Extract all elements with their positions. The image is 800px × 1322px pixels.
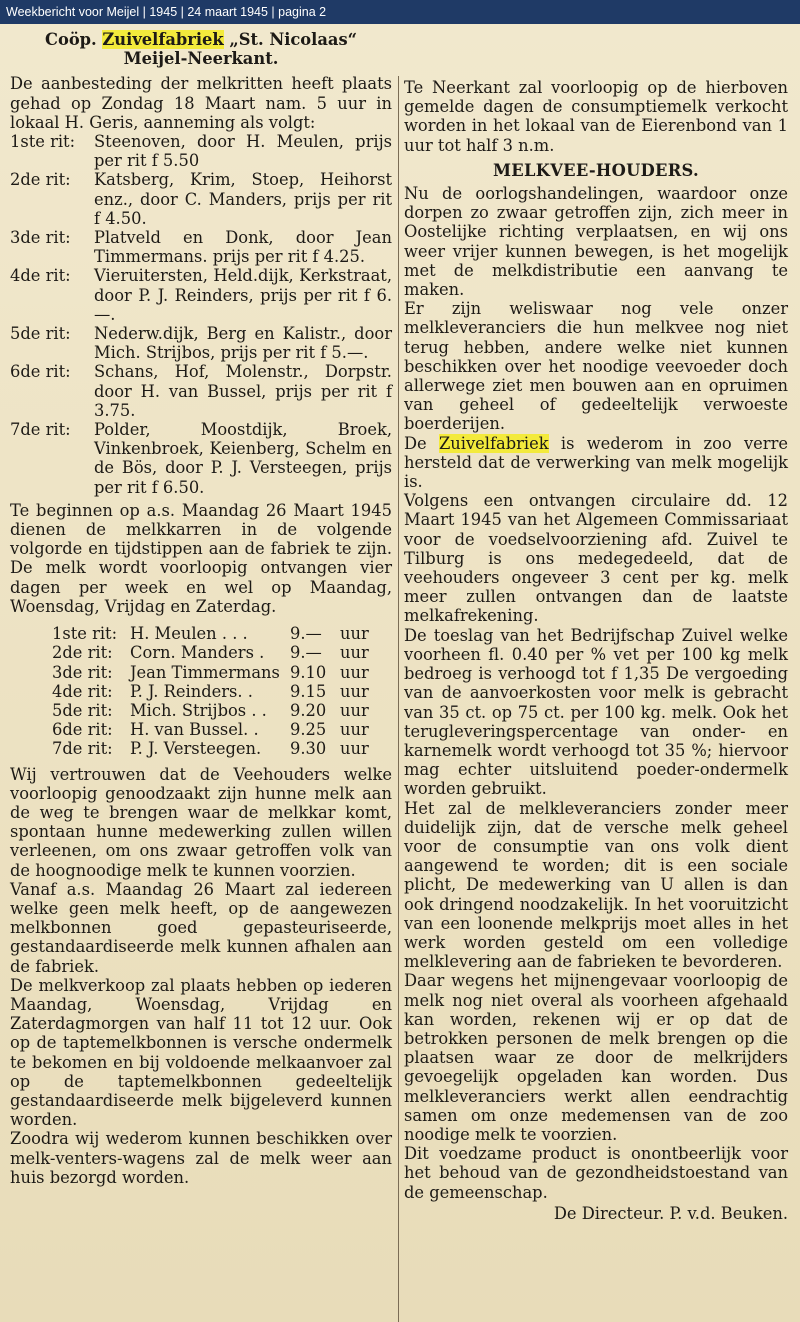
paragraph-neerkant: Te Neerkant zal voorloopig op de hierboven gemelde dagen de consumptiemelk verkocht worden in het lokaal van de Eierenbond van 1 uur tot half 3 n.m. — [404, 78, 788, 155]
schedule-time: 9.30 — [290, 739, 327, 759]
paragraph-trust: Wij vertrouwen dat de Veehouders welke voorloopig genoodzaakt zijn hunne melk aan de weg te brengen waar de melkkar komt, spontaan hunne medewerking zullen willen verleenen, om ons zwaar getroffen volk van de hoognoodige melk te kunnen voorzien. — [10, 764, 392, 880]
schedule-unit: uur — [340, 624, 369, 644]
schedule-name: H. Meulen . . . — [130, 624, 248, 644]
org-suffix: „St. Nicolaas“ — [229, 30, 357, 49]
rit-text: Vieruitersten, Held.dijk, Kerkstraat, door P. J. Reinders, prijs per rit f 6.—. — [94, 266, 392, 324]
schedule-rit: 5de rit: — [52, 700, 113, 720]
schedule-intro: Te beginnen op a.s. Maandag 26 Maart 1945 dienen de melkkarren in de volgende volgorde en tijdstippen aan de fabriek te zijn. De melk wordt voorloopig ontvangen vier dagen per week en wel op Maandag, Woensdag, Vrijdag en Zaterdag. — [10, 500, 392, 616]
paragraph-mijnengevaar: Daar wegens het mijnengevaar voorloopig de melk nog niet overal als voorheen afgehaald kan worden, rekenen wij er op dat de betrokken personen de melk brengen op die plaatsen waar ze door de melkrijders gevoegelijk opgeladen kan worden. Dus melkleveranciers werkt allen eendrachtig samen om onze medemensen van de zoo noodige melk te voorzien. — [404, 971, 788, 1144]
newspaper-page — [0, 24, 800, 1322]
para4-prefix: De — [404, 433, 427, 453]
rit-text: Katsberg, Krim, Stoep, Heihorst enz., door C. Manders, prijs per rit f 4.50. — [94, 170, 392, 228]
schedule-time: 9.15 — [290, 681, 327, 701]
schedule-row — [52, 720, 392, 739]
schedule-row — [52, 682, 392, 701]
schedule-row — [52, 701, 392, 720]
rit-item — [10, 420, 392, 497]
paragraph-zoodra: Zoodra wij wederom kunnen beschikken over melk-venters-wagens zal de melk weer aan huis bezorgd worden. — [10, 1129, 392, 1187]
paragraph-product: Dit voedzame product is onontbeerlijk voor het behoud van de gezondheidstoestand van de gemeenschap. — [404, 1144, 788, 1202]
paragraph-toeslag: De toeslag van het Bedrijfschap Zuivel welke voorheen fl. 0.40 per % vet per 100 kg melk bedroeg is verhoogd tot f 1,35 De vergoeding van de aanvoerkosten voor melk is gebracht van 35 ct. op 75 ct. per 100 kg. melk. Ook het terugleveringspercentage van onder- en karnemelk wordt verhoogd tot 35 %; hiervoor mag echter uitsluitend poeder-ondermelk worden gebruikt. — [404, 625, 788, 799]
rit-label: 6de rit: — [10, 362, 71, 382]
rit-item — [10, 228, 392, 266]
schedule-unit: uur — [340, 700, 369, 720]
rit-label: 5de rit: — [10, 324, 71, 344]
schedule-rit: 4de rit: — [52, 681, 113, 701]
schedule-time: 9.10 — [290, 662, 327, 682]
schedule-name: Jean Timmermans — [130, 662, 280, 682]
window-title: Weekbericht voor Meijel | 1945 | 24 maart 1945 | pagina 2 — [6, 5, 327, 19]
rit-text: Polder, Moostdijk, Broek, Vinkenbroek, Keienberg, Schelm en de Bös, door P. J. Versteegen, prijs per rit f 6.50. — [94, 420, 392, 497]
schedule-time: 9.25 — [290, 720, 327, 740]
schedule-name: P. J. Versteegen. — [130, 739, 262, 759]
schedule-rit: 6de rit: — [52, 720, 113, 740]
window-title-bar — [0, 0, 800, 24]
schedule-name: P. J. Reinders. . — [130, 681, 253, 701]
schedule-time: 9.20 — [290, 700, 327, 720]
rit-text: Steenoven, door H. Meulen, prijs per rit f 5.50 — [94, 132, 392, 171]
para4-suffix: is wederom in zoo verre hersteld dat de verwerking van melk mogelijk is. — [404, 433, 788, 492]
column-divider — [398, 76, 399, 1322]
rit-item — [10, 266, 392, 324]
schedule-name: Corn. Manders . — [130, 643, 265, 663]
org-highlight: Zuivelfabriek — [102, 30, 224, 49]
para4-highlight: Zuivelfabriek — [438, 433, 549, 453]
schedule-unit: uur — [340, 739, 369, 759]
article-header — [10, 30, 392, 68]
intro-paragraph: De aanbesteding der melkritten heeft plaats gehad op Zondag 18 Maart nam. 5 uur in lokaal H. Geris, aanneming als volgt: — [10, 74, 392, 132]
paragraph-melkvee: Er zijn weliswaar nog vele onzer melkleveranciers die hun melkvee nog niet terug hebben, andere welke niet kunnen beschikken over het noodige veevoeder doch allerwege ziet men bouwen aan en opruimen van geheel of gedeeltelijk verwoeste boerderijen. — [404, 299, 788, 434]
paragraph-fabriek — [404, 434, 788, 492]
schedule-time: 9.— — [290, 643, 322, 663]
schedule-name: Mich. Strijbos . . — [130, 700, 267, 720]
schedule-table — [52, 624, 392, 758]
schedule-row — [52, 739, 392, 758]
left-column — [10, 24, 392, 1187]
place-name: Meijel-Neerkant. — [123, 49, 279, 69]
rit-list — [10, 132, 392, 497]
rit-item — [10, 170, 392, 228]
rit-text: Nederw.dijk, Berg en Kalistr., door Mich. Strijbos, prijs per rit f 5.—. — [94, 324, 392, 363]
schedule-rit: 2de rit: — [52, 643, 113, 663]
schedule-row — [52, 663, 392, 682]
rit-text: Schans, Hof, Molenstr., Dorpstr. door H. van Bussel, prijs per rit f 3.75. — [94, 362, 392, 420]
rit-item — [10, 362, 392, 420]
rit-label: 1ste rit: — [10, 132, 76, 152]
paragraph-verkoop: De melkverkoop zal plaats hebben op iederen Maandag, Woensdag, Vrijdag en Zaterdagmorgen van half 11 tot 12 uur. Ook op de taptemelkbonnen is versche ondermelk te bekomen en bij voldoende melkaanvoer zal op de taptemelkbonnen gedeeltelijk gestandaardiseerde melk bijgeleverd kunnen worden. — [10, 975, 392, 1130]
schedule-unit: uur — [340, 662, 369, 682]
paragraph-consumptie: Het zal de melkleveranciers zonder meer duidelijk zijn, dat de versche melk geheel voor de consumptie van ons volk dient aangewend te worden; dit is een sociale plicht, De medewerking van U allen is dan ook dringend noodzakelijk. In het vooruitzicht van een loonende melkprijs moet alles in het werk worden gesteld om een volledige melklevering aan de fabrieken te bevorderen. — [404, 798, 788, 972]
rit-label: 7de rit: — [10, 420, 71, 440]
paragraph-vanaf: Vanaf a.s. Maandag 26 Maart zal iedereen welke geen melk heeft, op de aangewezen melkbonnen goed gepasteuriseerde, gestandaardiseerde melk kunnen afhalen aan de fabriek. — [10, 879, 392, 976]
rit-label: 4de rit: — [10, 266, 71, 286]
schedule-time: 9.— — [290, 624, 322, 644]
rit-label: 3de rit: — [10, 228, 71, 248]
paragraph-oorlog: Nu de oorlogshandelingen, waardoor onze dorpen zo zwaar getroffen zijn, zich meer in Oostelijke richting verplaatsen, en wij ons weer vrijer kunnen bewegen, is het mogelijk met de melkdistributie een aanvang te maken. — [404, 184, 788, 300]
schedule-name: H. van Bussel. . — [130, 720, 259, 740]
paragraph-circulaire: Volgens een ontvangen circulaire dd. 12 Maart 1945 van het Algemeen Commissariaat voor de voedselvoorziening afd. Zuivel te Tilburg is ons medegedeeld, dat de veehouders ongeveer 3 cent per kg. melk meer zullen ontvangen dan de laatste melkafrekening. — [404, 491, 788, 626]
schedule-row — [52, 643, 392, 662]
schedule-rit: 3de rit: — [52, 662, 113, 682]
schedule-unit: uur — [340, 720, 369, 740]
rit-item — [10, 132, 392, 170]
rit-label: 2de rit: — [10, 170, 71, 190]
signature: De Directeur. P. v.d. Beuken. — [553, 1203, 788, 1223]
schedule-rit: 7de rit: — [52, 739, 113, 759]
right-column — [404, 24, 788, 1223]
org-prefix: Coöp. — [45, 30, 97, 49]
schedule-row — [52, 624, 392, 643]
section-title: MELKVEE-HOUDERS. — [492, 160, 699, 180]
rit-item — [10, 324, 392, 362]
schedule-unit: uur — [340, 643, 369, 663]
organization-name — [10, 30, 392, 49]
schedule-unit: uur — [340, 681, 369, 701]
schedule-rit: 1ste rit: — [52, 624, 118, 644]
rit-text: Platveld en Donk, door Jean Timmermans. prijs per rit f 4.25. — [94, 228, 392, 267]
